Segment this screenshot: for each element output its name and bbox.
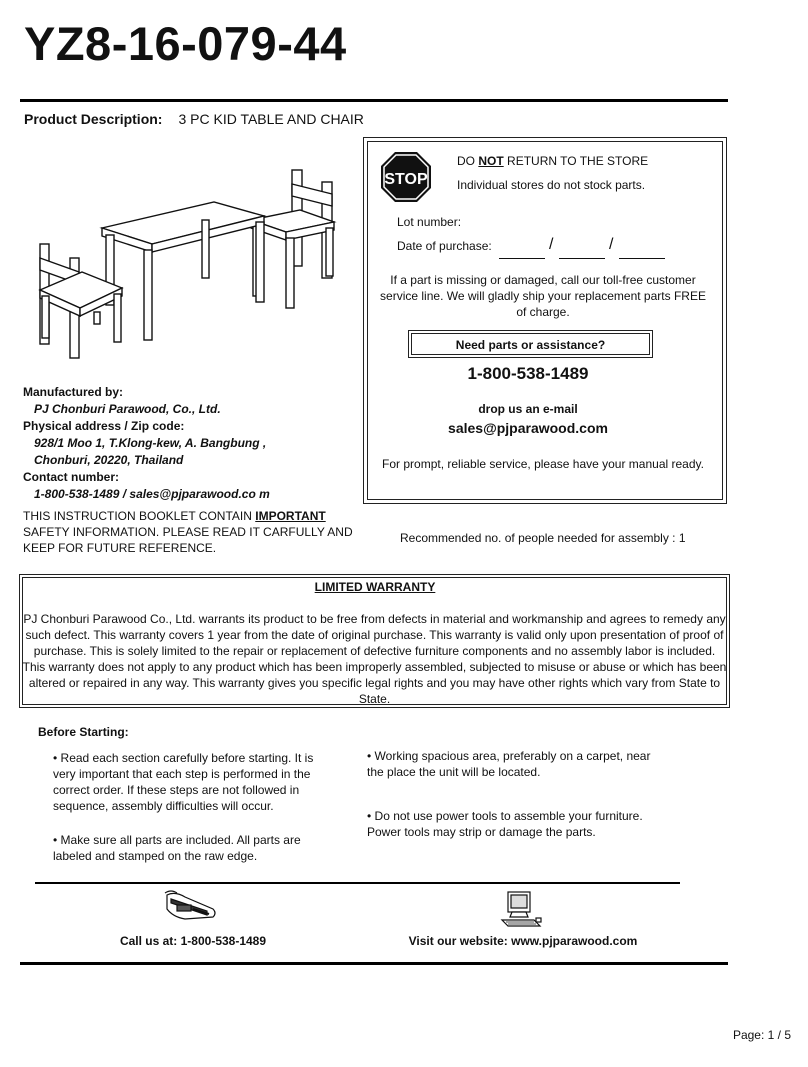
- important-word: IMPORTANT: [255, 509, 326, 523]
- date-of-purchase-label: Date of purchase:: [397, 239, 492, 253]
- date-separator-2: /: [609, 236, 614, 253]
- address-line1: 928/1 Moo 1, T.Klong-kew, A. Bangbung ,: [34, 436, 267, 450]
- warranty-body: PJ Chonburi Parawood Co., Ltd. warrants its product to be free from defects in material and workmanship and agrees to remedy any such defect. This warranty covers 1 year from the date of original purchase. This warranty is valid only upon presentation of proof of purchase. This is solely limited to the repair or replacement of defective furniture components and no assembly labor is included. This warranty does not apply to any product which has been improperly assembled, subjected to misuse or abuse or which has been altered or repaired in any way. This warranty gives you specific legal rights and you may have other rights which vary from State to State.: [22, 612, 727, 706]
- call-us-text: Call us at: 1-800-538-1489: [119, 934, 267, 948]
- page-number: Page: 1 / 5: [732, 1028, 791, 1042]
- missing-parts-notice: If a part is missing or damaged, call our toll-free customer service line. We will gladly ship your replacement parts FREE of charge.: [380, 273, 706, 319]
- need-parts-label: Need parts or assistance?: [411, 333, 650, 355]
- do-not-return-notice: [457, 154, 648, 168]
- manufactured-by-label: Manufactured by:: [23, 385, 124, 399]
- stores-notice: Individual stores do not stock parts.: [457, 178, 646, 192]
- telephone-icon: [163, 889, 219, 925]
- booklet-notice: [23, 508, 353, 556]
- before-starting-item: • Do not use power tools to assemble your furniture. Power tools may strip or damage the parts.: [367, 809, 643, 839]
- date-year-blank: [619, 258, 665, 259]
- date-day-blank: [559, 258, 605, 259]
- address-label: Physical address / Zip code:: [23, 419, 185, 433]
- support-email-link[interactable]: sales@pjparawood.com: [448, 420, 608, 436]
- do-word: DO: [457, 154, 479, 168]
- footer-bottom-divider: [20, 962, 728, 965]
- address-line2: Chonburi, 20220, Thailand: [34, 453, 184, 467]
- booklet-notice-end: SAFETY INFORMATION. PLEASE READ IT CARFULLY AND KEEP FOR FUTURE REFERENCE.: [23, 525, 353, 555]
- contact-label: Contact number:: [23, 470, 119, 484]
- stop-sign-icon: [380, 151, 432, 203]
- return-to-store-text: RETURN TO THE STORE: [503, 154, 649, 168]
- manufacturer-info: [23, 384, 270, 503]
- date-month-blank: [499, 258, 545, 259]
- support-phone[interactable]: 1-800-538-1489: [467, 364, 589, 383]
- date-separator-1: /: [549, 236, 554, 253]
- computer-icon: [498, 890, 544, 930]
- not-word: NOT: [478, 154, 504, 168]
- footer-top-divider: [35, 882, 680, 884]
- model-number: YZ8-16-079-44: [24, 17, 347, 70]
- manufactured-by-value: PJ Chonburi Parawood, Co., Ltd.: [34, 402, 221, 416]
- email-prompt: drop us an e-mail: [478, 402, 578, 416]
- table-drawing: [102, 202, 264, 340]
- before-starting-item: • Read each section carefully before starting. It is very important that each step is performed in the correct order. If these steps are not followed in sequence, assembly difficulties will occur.: [53, 751, 314, 813]
- before-starting-item: • Make sure all parts are included. All parts are labeled and stamped on the raw edge.: [53, 833, 301, 863]
- lot-number-label: Lot number:: [397, 215, 462, 229]
- before-starting-title: Before Starting:: [38, 725, 129, 739]
- stop-sign-text: STOP: [384, 171, 428, 188]
- before-starting-item: • Working spacious area, preferably on a carpet, near the place the unit will be located.: [367, 749, 651, 779]
- contact-value: 1-800-538-1489 / sales@pjparawood.co m: [34, 487, 270, 501]
- assembly-people-note: Recommended no. of people needed for assembly : 1: [400, 531, 686, 545]
- visit-website-text[interactable]: Visit our website: www.pjparawood.com: [408, 934, 638, 948]
- kid-table-and-chairs-illustration: [24, 162, 364, 362]
- warranty-title: LIMITED WARRANTY: [314, 580, 436, 594]
- product-description-label: Product Description:: [24, 111, 163, 127]
- prompt-service-notice: For prompt, reliable service, please have your manual ready.: [382, 457, 704, 471]
- product-description-value: 3 PC KID TABLE AND CHAIR: [178, 111, 364, 127]
- booklet-notice-start: THIS INSTRUCTION BOOKLET CONTAIN: [23, 509, 256, 523]
- product-description: [24, 111, 364, 127]
- header-divider: [20, 99, 728, 102]
- need-parts-box: [408, 330, 653, 358]
